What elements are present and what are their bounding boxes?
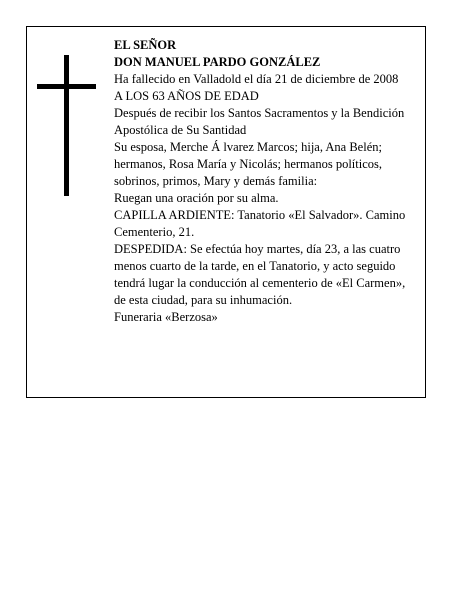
death-announcement: Ha fallecido en Valladold el día 21 de diciembre de 2008 — [114, 72, 399, 86]
prayer-line: Ruegan una oración por su alma. — [114, 191, 279, 205]
deceased-name: DON MANUEL PARDO GONZÁLEZ — [114, 55, 321, 69]
cross-horizontal-bar — [37, 84, 96, 89]
sacraments-line: Después de recibir los Santos Sacramentos y la Bendición Apostólica de Su Santidad — [114, 106, 405, 137]
age-line: A LOS 63 AÑOS DE EDAD — [114, 89, 259, 103]
cross-vertical-bar — [64, 55, 69, 196]
chapel-line: CAPILLA ARDIENTE: Tanatorio «El Salvador». Camino Cementerio, 21. — [114, 208, 406, 239]
funeral-home: Funeraria «Berzosa» — [114, 310, 218, 324]
farewell-line: DESPEDIDA: Se efectúa hoy martes, día 23, a las cuatro menos cuarto de la tarde, en el Tanatorio, y acto seguido tendrá lugar la conducción al cementerio de «El Carmen», de esta ciudad, para su inhumación. — [114, 242, 406, 307]
family-line: Su esposa, Merche Á lvarez Marcos; hija, Ana Belén; hermanos, Rosa María y Nicolás; hermanos políticos, sobrinos, primos, Mary y demás familia: — [114, 140, 382, 188]
obituary-text — [114, 37, 418, 326]
notice-title: EL SEÑOR — [114, 38, 177, 52]
